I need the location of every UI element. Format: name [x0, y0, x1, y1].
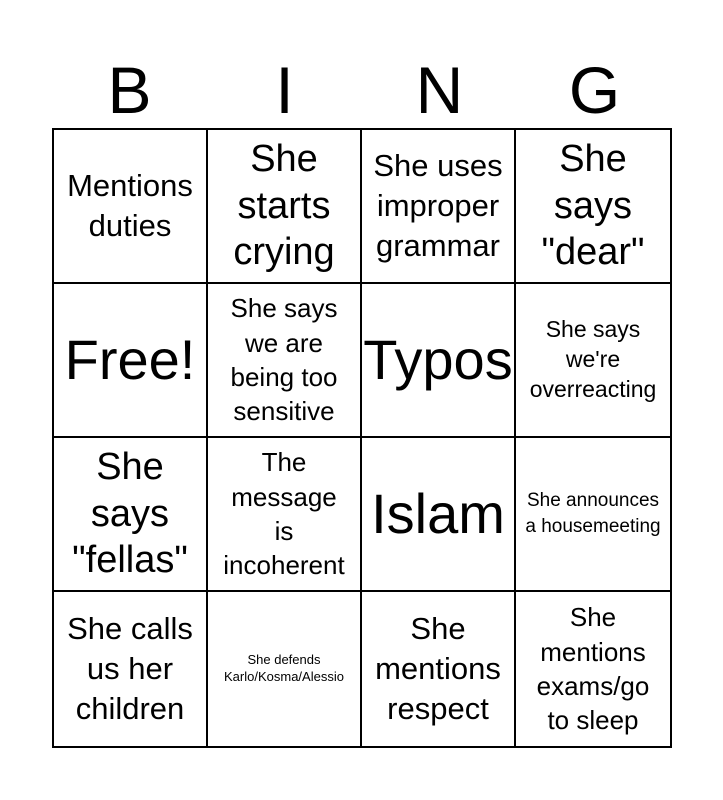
bingo-cell[interactable] — [516, 592, 670, 746]
cell-text: She calls us her children — [67, 610, 193, 727]
cell-text: She says we're overreacting — [529, 316, 657, 402]
bingo-grid — [52, 128, 672, 748]
bingo-cell[interactable] — [208, 130, 362, 284]
cell-text: Typos — [363, 327, 513, 391]
header-letter-i: I — [275, 53, 294, 127]
bingo-cell[interactable] — [362, 130, 516, 284]
cell-text: Free! — [64, 327, 196, 391]
cell-text: She says we are being too sensitive — [230, 293, 338, 427]
bingo-header — [52, 52, 672, 128]
bingo-cell[interactable] — [362, 284, 516, 438]
cell-text: She announces a housemeeting — [525, 490, 661, 537]
bingo-cell[interactable] — [516, 284, 670, 438]
header-letter-n: N — [415, 53, 464, 127]
bingo-cell[interactable] — [362, 592, 516, 746]
cell-text: She defends Karlo/Kosma/Alessio — [224, 652, 344, 684]
cell-text: She says "dear" — [541, 138, 645, 274]
bingo-cell[interactable] — [54, 438, 208, 592]
bingo-cell[interactable] — [516, 438, 670, 592]
bingo-cell[interactable] — [362, 438, 516, 592]
header-letter-g: G — [568, 53, 621, 127]
bingo-cell-free[interactable] — [54, 284, 208, 438]
cell-text: She mentions respect — [375, 610, 501, 727]
bingo-cell[interactable] — [208, 438, 362, 592]
cell-text: She starts crying — [233, 138, 335, 274]
cell-text: She mentions exams/go to sleep — [536, 602, 650, 736]
bingo-cell[interactable] — [54, 592, 208, 746]
cell-text: Islam — [371, 481, 505, 545]
cell-text: She says "fellas" — [72, 446, 188, 582]
cell-text: Mentions duties — [67, 167, 193, 243]
bingo-cell[interactable] — [54, 130, 208, 284]
cell-text: The message is incoherent — [223, 447, 345, 581]
bingo-cell[interactable] — [516, 130, 670, 284]
cell-text: She uses improper grammar — [373, 147, 503, 264]
bingo-cell[interactable] — [208, 592, 362, 746]
header-letter-b: B — [107, 53, 152, 127]
bingo-cell[interactable] — [208, 284, 362, 438]
